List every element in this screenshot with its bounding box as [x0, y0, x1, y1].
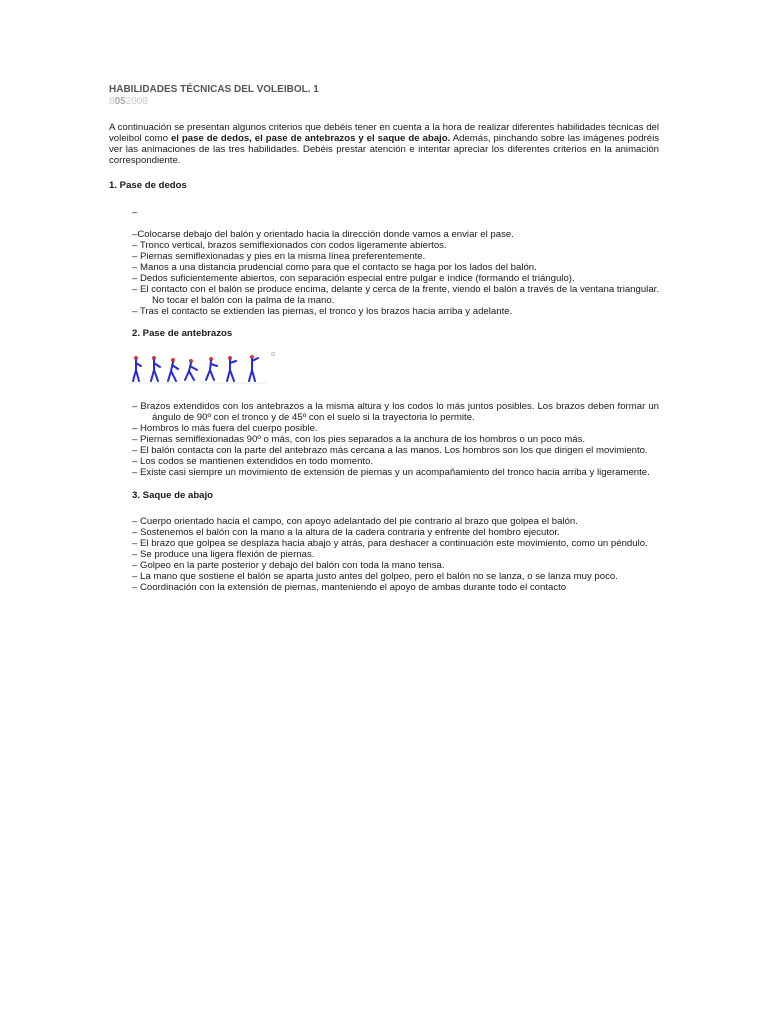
- list-item: – Cuerpo orientado hacia el campo, con apoyo adelantado del pie contrario al brazo que golpea el balón.: [132, 516, 578, 527]
- section1-list: [132, 207, 659, 317]
- list-item: – Existe casi siempre un movimiento de extensión de piernas y un acompañamiento del tronco hacia arriba y ligeramente.: [132, 467, 650, 478]
- figure-1: [133, 356, 141, 381]
- list-item: – Manos a una distancia prudencial como para que el contacto se haga por los lados del balón.: [132, 262, 537, 273]
- document-date: [109, 96, 659, 108]
- section1-heading: 1. Pase de dedos: [109, 180, 187, 191]
- intro-paragraph: [109, 122, 659, 166]
- list-item: – Dedos suficientemente abiertos, con separación especial entre pulgar e índice (formando el triángulo).: [132, 273, 575, 284]
- section1-gap: [132, 218, 659, 229]
- list-item: –Colocarse debajo del balón y orientado hacia la dirección donde vamos a enviar el pase.: [132, 229, 514, 240]
- intro-end: Además, pinchando sobre las imágenes podréis ver las animaciones de las tres habilidades. Debéis prestar atención e intentar apreciar los diferentes criterios en la animación correspondiente.: [109, 133, 659, 166]
- ball: [271, 352, 275, 356]
- list-item: – Piernas semiflexionadas 90º o más, con los pies separados a la anchura de los hombros o un poco más.: [132, 434, 586, 445]
- figure-7: [249, 355, 258, 381]
- list-item: – Golpeo en la parte posterior y debajo del balón con toda la mano tensa.: [132, 560, 445, 571]
- figure-5: [206, 357, 217, 380]
- list-item: – Se produce una ligera flexión de piernas.: [132, 549, 315, 560]
- figure-6: [227, 356, 236, 381]
- section2-heading: 2. Pase de antebrazos: [132, 328, 233, 339]
- figure-4: [185, 359, 197, 380]
- intro-start: A continuación se presentan algunos criterios que debéis tener en cuenta a la hora de realizar diferentes habilidades técnicas del voleibol como: [109, 122, 659, 144]
- list-item: – El brazo que golpea se desplaza hacia abajo y atrás, para deshacer a continuación este movimiento, como un péndulo.: [132, 538, 648, 549]
- document-title: HABILIDADES TÉCNICAS DEL VOLEIBOL. 1: [109, 84, 319, 95]
- list-item: – Los codos se mantienen extendidos en todo momento.: [132, 456, 374, 467]
- figure-3: [168, 358, 178, 381]
- forearm-pass-animation-image[interactable]: [128, 351, 278, 387]
- list-item: – Piernas semiflexionadas y pies en la misma línea preferentemente.: [132, 251, 426, 262]
- section3-heading: 3. Saque de abajo: [132, 490, 214, 501]
- section2-list: [132, 401, 659, 478]
- date-suffix: 2008: [125, 96, 148, 107]
- list-item: – Tras el contacto se extienden las piernas, el tronco y los brazos hacia arriba y adelante.: [132, 306, 513, 317]
- document-page: [109, 84, 659, 593]
- intro-bold: el pase de dedos, el pase de antebrazos y el saque de abajo.: [170, 133, 451, 144]
- list-item: – La mano que sostiene el balón se aparta justo antes del golpeo, pero el balón no se lanza, o se lanza muy poco.: [132, 571, 618, 582]
- date-prefix: 8: [109, 96, 115, 107]
- list-item: – Hombros lo más fuera del cuerpo posible.: [132, 423, 318, 434]
- figure-2: [151, 356, 160, 381]
- section1-dash: –: [132, 207, 138, 218]
- list-item: – Coordinación con la extensión de piernas, manteniendo el apoyo de ambas durante todo el contacto: [132, 582, 567, 593]
- list-item: – El contacto con el balón se produce encima, delante y cerca de la frente, viendo el balón a través de la ventana triangular. No tocar el balón con la palma de la mano.: [132, 284, 659, 306]
- list-item: – Sostenemos el balón con la mano a la altura de la cadera contraria y enfrente del hombro ejecutor.: [132, 527, 560, 538]
- list-item: – Brazos extendidos con los antebrazos a la misma altura y los codos lo más juntos posibles. Los brazos deben formar un ángulo de 90º con el tronco y de 45º con el suelo si la trayectoria lo permite.: [132, 401, 659, 423]
- list-item: – Tronco vertical, brazos semiflexionados con codos ligeramente abiertos.: [132, 240, 447, 251]
- section3-list: [132, 516, 659, 593]
- volleyball-figures-icon: [128, 351, 280, 385]
- date-bold: 05: [114, 96, 126, 107]
- list-item: – El balón contacta con la parte del antebrazo más cercana a las manos. Los hombros son los que dirigen el movimiento.: [132, 445, 648, 456]
